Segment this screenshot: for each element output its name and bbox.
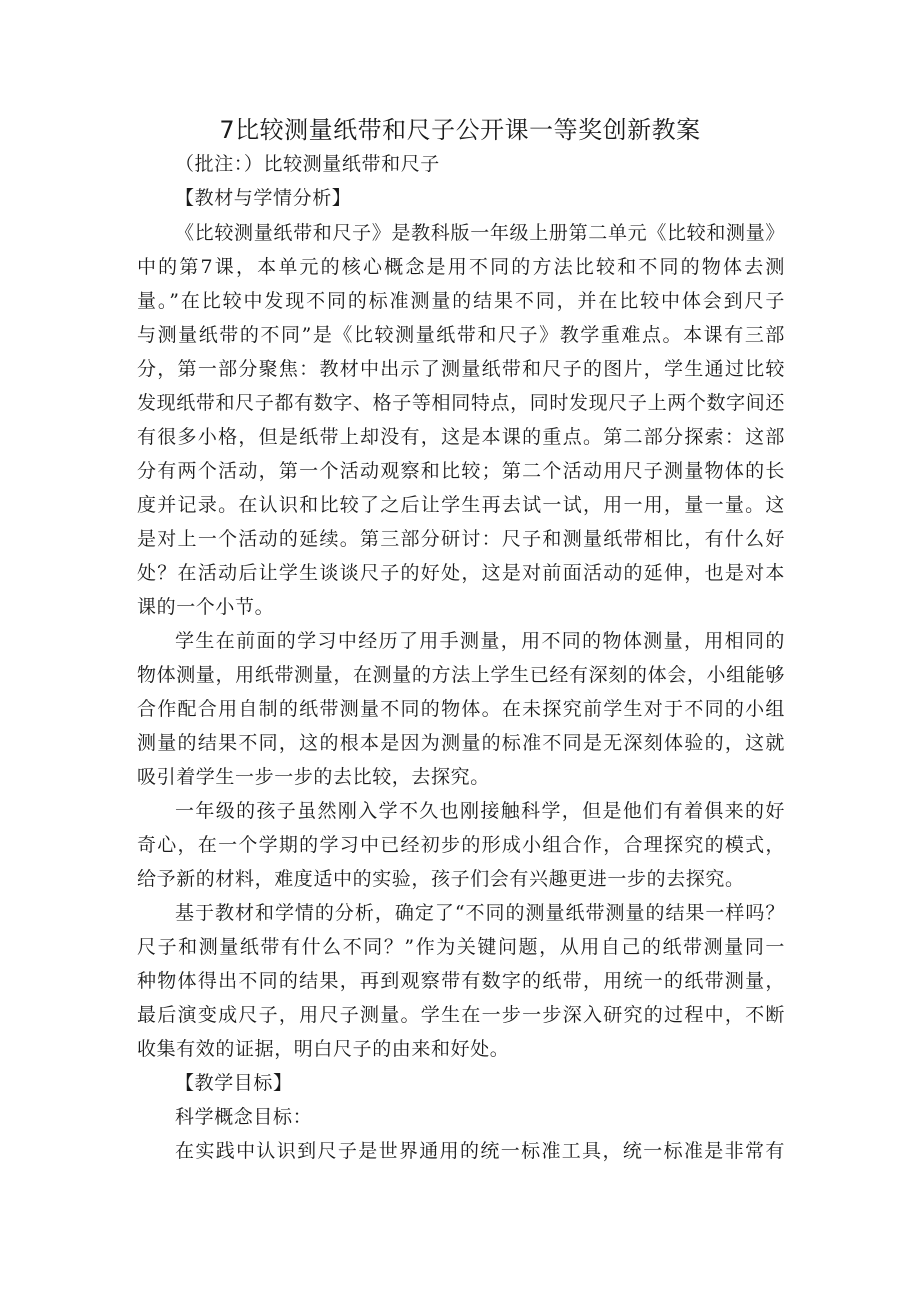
paragraph-line: 测量的结果不同，这的根本是因为测量的标准不同是无深刻体验的，这就 <box>137 732 785 754</box>
paragraph-line: 分，第一部分聚焦：教材中出示了测量纸带和尺子的图片，学生通过比较 <box>137 358 785 380</box>
paragraph-line: 量。”在比较中发现不同的标准测量的结果不同，并在比较中体会到尺子 <box>137 290 785 312</box>
section-heading-analysis: 【教材与学情分析】 <box>175 187 352 209</box>
annotation-note: （批注：）比较测量纸带和尺子 <box>175 153 440 175</box>
paragraph-line: 是对上一个活动的延续。第三部分研讨：尺子和测量纸带相比，有什么好 <box>137 528 785 550</box>
paragraph-line: 吸引着学生一步一步的去比较，去探究。 <box>137 766 490 788</box>
paragraph-line: 物体测量，用纸带测量，在测量的方法上学生已经有深刻的体会，小组能够 <box>137 664 785 686</box>
paragraph-line: 分有两个活动，第一个活动观察和比较；第二个活动用尺子测量物体的长 <box>137 460 785 482</box>
paragraph-line: 基于教材和学情的分析，确定了“不同的测量纸带测量的结果一样吗？ <box>175 902 785 924</box>
paragraph-line: 合作配合用自制的纸带测量不同的物体。在未探究前学生对于不同的小组 <box>137 698 785 720</box>
paragraph-line: 发现纸带和尺子都有数字、格子等相同特点，同时发现尺子上两个数字间还 <box>137 392 785 414</box>
paragraph-line: 尺子和测量纸带有什么不同？”作为关键问题，从用自己的纸带测量同一 <box>137 936 785 958</box>
paragraph-line: 度并记录。在认识和比较了之后让学生再去试一试，用一用，量一量。这 <box>137 494 785 516</box>
section-heading-objectives: 【教学目标】 <box>175 1072 293 1094</box>
paragraph-line: 处？在活动后让学生谈谈尺子的好处，这是对前面活动的延伸，也是对本 <box>137 562 785 584</box>
paragraph-line: 一年级的孩子虽然刚入学不久也刚接触科学，但是他们有着俱来的好 <box>175 800 785 822</box>
paragraph-line: 种物体得出不同的结果，再到观察带有数字的纸带，用统一的纸带测量， <box>137 970 785 992</box>
paragraph-line: 最后演变成尺子，用尺子测量。学生在一步一步深入研究的过程中，不断 <box>137 1004 785 1026</box>
paragraph-line: 《比较测量纸带和尺子》是教科版一年级上册第二单元《比较和测量》 <box>175 222 785 244</box>
paragraph-line: 收集有效的证据，明白尺子的由来和好处。 <box>137 1038 510 1060</box>
paragraph-line: 奇心，在一个学期的学习中已经初步的形成小组合作，合理探究的模式， <box>137 834 785 856</box>
paragraph-line: 中的第7课，本单元的核心概念是用不同的方法比较和不同的物体去测 <box>137 256 785 278</box>
paragraph-line: 学生在前面的学习中经历了用手测量，用不同的物体测量，用相同的 <box>175 630 785 652</box>
paragraph-line: 在实践中认识到尺子是世界通用的统一标准工具，统一标准是非常有 <box>175 1140 785 1162</box>
document-title: 7比较测量纸带和尺子公开课一等奖创新教案 <box>219 116 701 144</box>
paragraph-line: 与测量纸带的不同”是《比较测量纸带和尺子》教学重难点。本课有三部 <box>137 324 785 346</box>
subheading-concept-objectives: 科学概念目标： <box>175 1106 313 1128</box>
paragraph-line: 给予新的材料，难度适中的实验，孩子们会有兴趣更进一步的去探究。 <box>137 868 745 890</box>
paragraph-line: 课的一个小节。 <box>137 596 275 618</box>
paragraph-line: 有很多小格，但是纸带上却没有，这是本课的重点。第二部分探索：这部 <box>137 426 785 448</box>
